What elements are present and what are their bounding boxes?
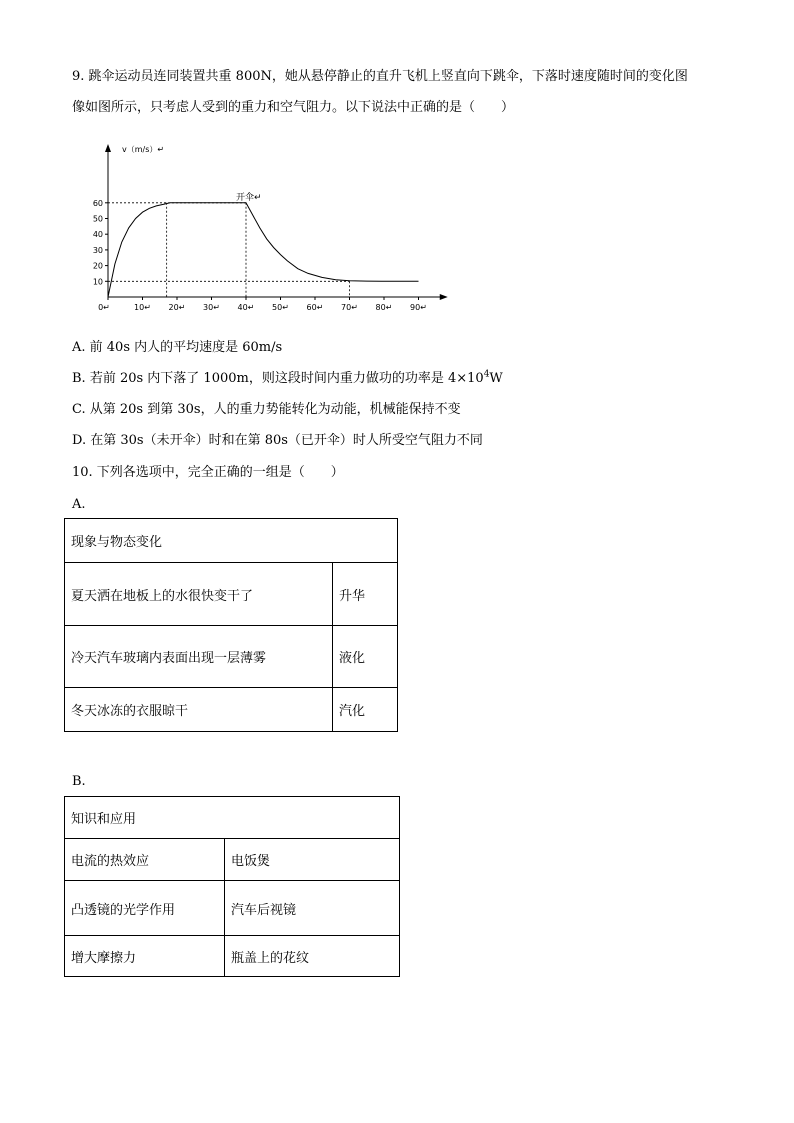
y-tick-label: 60 [92,198,103,208]
q9-option-a: A. 前 40s 内人的平均速度是 60m/s [72,340,283,355]
x-tick-label: 20↵ [168,303,186,312]
q9-option-b-text: B. 若前 20s 内下落了 1000m，则这段时间内重力做功的功率是 4×10 [72,371,484,386]
q9-option-d: D. 在第 30s（未开伞）时和在第 80s（已开伞）时人所受空气阻力不同 [72,433,483,448]
q10-table-a [64,518,398,732]
y-axis-arrow [105,144,111,152]
q10-table-b [64,796,400,977]
q10-stem: 10. 下列各选项中，完全正确的一组是（ ） [72,465,344,480]
q9-option-b [72,370,503,388]
table-b-cell: 瓶盖上的花纹 [225,936,400,977]
q9-option-c: C. 从第 20s 到第 30s，人的重力势能转化为动能，机械能保持不变 [72,402,461,417]
table-row [65,881,400,936]
x-tick-label: 40↵ [237,303,255,312]
table-a-cell: 冷天汽车玻璃内表面出现一层薄雾 [65,626,333,688]
table-a-cell: 汽化 [333,688,398,732]
table-a-cell: 升华 [333,563,398,626]
table-b-cell: 汽车后视镜 [225,881,400,936]
velocity-curve [108,203,419,297]
y-tick-label: 30 [92,245,103,255]
x-tick-label: 80↵ [375,303,393,312]
table-a-cell: 夏天洒在地板上的水很快变干了 [65,563,333,626]
x-tick-label: 90↵ [410,303,427,312]
q9-stem-line2: 像如图所示，只考虑人受到的重力和空气阻力。以下说法中正确的是（ ） [72,100,515,115]
x-tick-label: 50↵ [272,303,289,312]
table-b-cell: 凸透镜的光学作用 [65,881,225,936]
x-tick-label: 10↵ [134,303,151,312]
x-tick-label: 60↵ [306,303,324,312]
table-row [65,688,398,732]
y-axis-label: v（m/s）↵ [122,145,165,154]
q9-option-b-exponent: 4 [483,369,490,380]
y-tick-label: 40 [92,230,103,240]
velocity-time-chart [90,140,450,320]
x-tick-label: 30↵ [203,303,220,312]
q10-option-b-label: B. [72,774,86,789]
q9-stem-line1: 9. 跳伞运动员连同装置共重 800N，她从悬停静止的直升飞机上竖直向下跳伞，下落时速度随时间的变化图 [72,69,688,84]
table-row [65,936,400,977]
table-b-cell: 电饭煲 [225,839,400,881]
parachute-open-annotation: 开伞↵ [236,192,262,203]
x-tick-label: 0↵ [98,303,110,312]
velocity-time-svg [90,140,450,320]
x-tick-label: 70↵ [341,303,358,312]
y-tick-label: 20 [92,261,103,271]
table-row [65,839,400,881]
table-b-cell: 增大摩擦力 [65,936,225,977]
table-a-cell: 冬天冰冻的衣服晾干 [65,688,333,732]
table-row [65,626,398,688]
y-tick-label: 10 [92,277,103,287]
q10-option-a-label: A. [72,497,86,512]
table-a-cell: 液化 [333,626,398,688]
y-tick-label: 50 [92,214,103,224]
table-b-cell: 电流的热效应 [65,839,225,881]
table-b-header: 知识和应用 [65,797,400,839]
q9-option-b-unit: W [489,371,503,386]
x-axis-arrow [440,294,448,300]
table-row [65,563,398,626]
table-a-header: 现象与物态变化 [65,519,398,563]
